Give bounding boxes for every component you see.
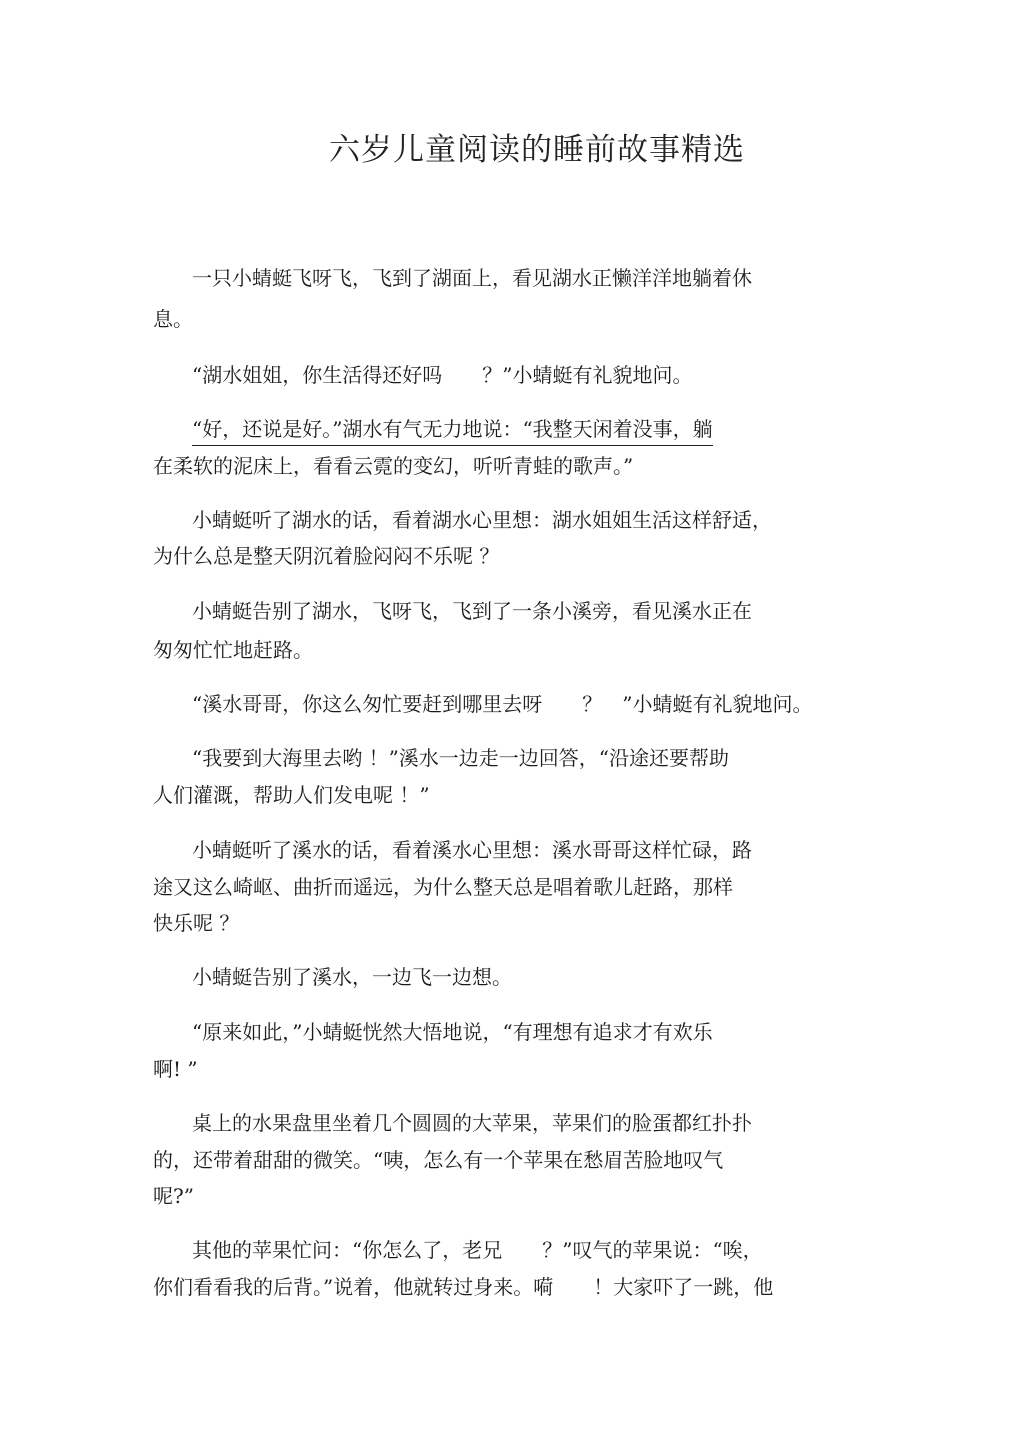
- document-title: 六岁儿童阅读的睡前故事精选: [329, 132, 745, 168]
- text-line: 小蜻蜓告别了溪水，一边飞一边想。: [192, 965, 512, 989]
- text-line: “我要到大海里去哟 ！”溪水一边走一边回答，“沿途还要帮助: [192, 746, 730, 770]
- text-line: 为什么总是整天阴沉着脸闷闷不乐呢 ？: [153, 544, 500, 568]
- text-line: 一只小蜻蜓飞呀飞，飞到了湖面上，看见湖水正懒洋洋地躺着休: [192, 266, 752, 290]
- text-line: 的，还带着甜甜的微笑。“咦，怎么有一个苹果在愁眉苦脸地叹气: [153, 1148, 724, 1172]
- text-line-underlined: “好，还说是好。”湖水有气无力地说：“我整天闲着没事，躺: [192, 419, 713, 446]
- text-line: “湖水姐姐，你生活得还好吗 ？”小蜻蜓有礼貌地问。: [192, 363, 693, 387]
- text-line: 小蜻蜓告别了湖水，飞呀飞，飞到了一条小溪旁，看见溪水正在: [192, 599, 752, 623]
- text-line: 桌上的水果盘里坐着几个圆圆的大苹果，苹果们的脸蛋都红扑扑: [192, 1111, 752, 1135]
- text-line: 小蜻蜓听了湖水的话，看着湖水心里想：湖水姐姐生活这样舒适，: [192, 508, 772, 532]
- text-line: 小蜻蜓听了溪水的话，看着溪水心里想：溪水哥哥这样忙碌，路: [192, 838, 752, 862]
- text-line: 人们灌溉，帮助人们发电呢 ！”: [153, 783, 430, 807]
- text-line: 息。: [153, 307, 193, 331]
- text-line: 你们看看我的后背。”说着，他就转过身来。嗬 ！大家吓了一跳，他: [153, 1275, 774, 1299]
- text-line: 啊! ”: [153, 1057, 198, 1081]
- text-line: 途又这么崎岖、曲折而遥远，为什么整天总是唱着歌儿赶路，那样: [153, 875, 733, 899]
- text-line: 呢?”: [153, 1184, 194, 1208]
- text-line: “溪水哥哥，你这么匆忙要赶到哪里去呀 ？ ”小蜻蜓有礼貌地问。: [192, 692, 813, 716]
- text-line: 其他的苹果忙问：“你怎么了，老兄 ？”叹气的苹果说：“唉，: [192, 1238, 763, 1262]
- text-line: “原来如此，”小蜻蜓恍然大悟地说，“有理想有追求才有欢乐: [192, 1020, 713, 1044]
- text-line: 快乐呢 ？: [153, 911, 240, 935]
- text-line: 在柔软的泥床上，看看云霓的变幻，听听青蛙的歌声。”: [153, 454, 634, 478]
- text-line: 匆匆忙忙地赶路。: [153, 638, 313, 662]
